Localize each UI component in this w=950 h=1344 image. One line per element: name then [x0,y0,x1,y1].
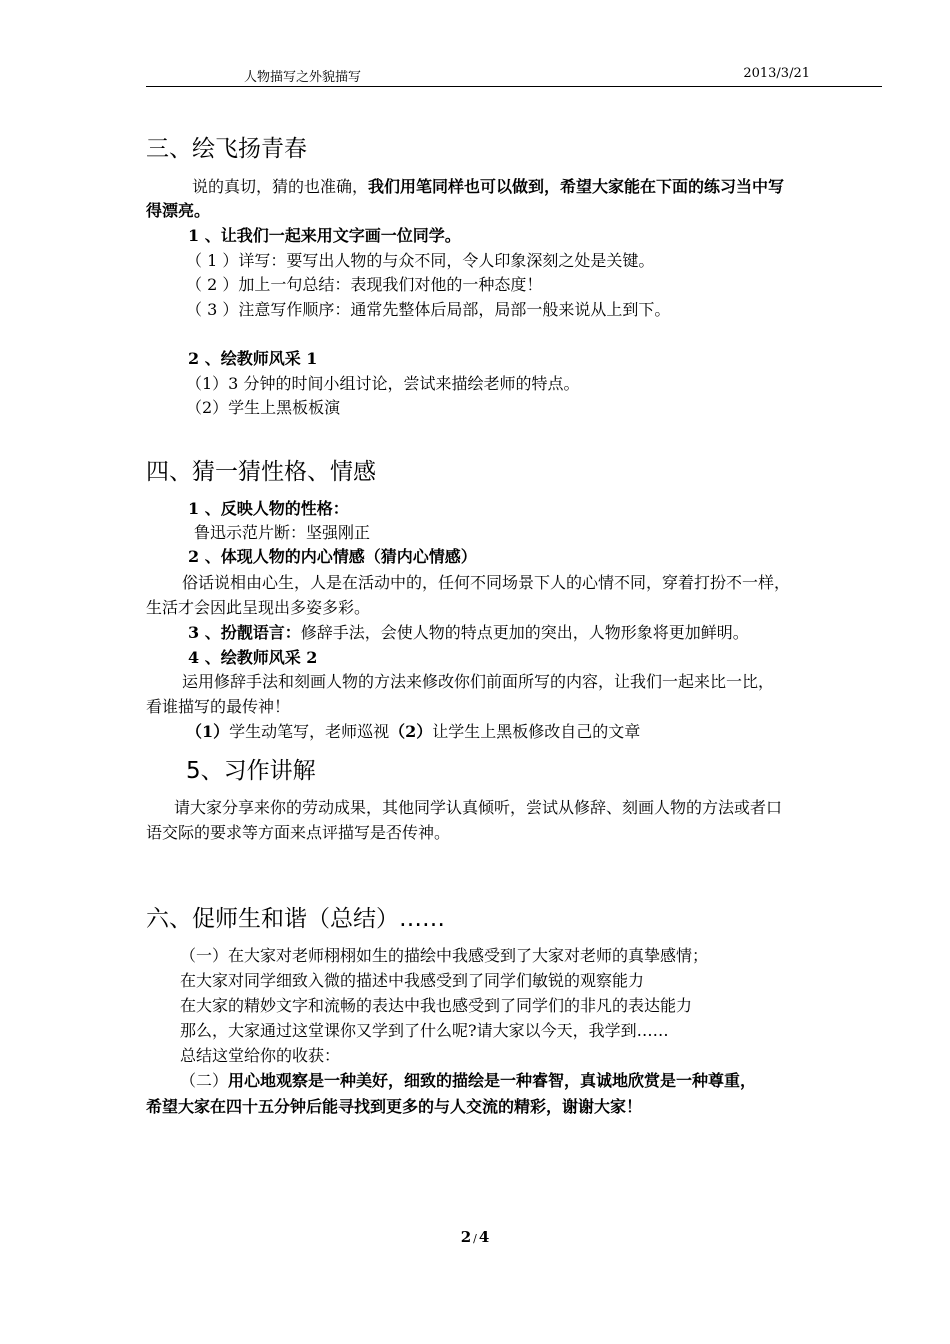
section-4-heading: 四、猜一猜性格、情感 [146,459,376,485]
section-4-item-3-label: 3 、扮靓语言： [188,623,301,642]
section-4-item-4-steps [186,721,640,743]
page-total: 4 [478,1228,490,1246]
section-5-text-line-2: 语交际的要求等方面来点评描写是否传神。 [146,823,451,842]
section-4-item-4-text-line-1: 运用修辞手法和刻画人物的方法来修改你们前面所写的内容，让我们一起来比一比， [182,672,775,691]
section-5-text-line-1: 请大家分享来你的劳动成果，其他同学认真倾听，尝试从修辞、刻画人物的方法或者口 [174,798,783,817]
header-divider [146,86,882,87]
section-3-item-2: 2 、绘教师风采 1 [188,349,318,368]
section-6-heading: 六、促师生和谐（总结）…… [146,906,445,932]
page-separator: / [473,1232,477,1245]
header-title: 人物描写之外貌描写 [244,70,362,85]
page-header [146,66,882,86]
section-3-item-2-point-2: （2）学生上黑板板演 [186,398,341,417]
section-6-paragraph-6 [180,1070,756,1092]
header-date: 2013/3/21 [743,66,810,81]
step-1-text: 学生动笔写，老师巡视 [229,722,390,741]
section-6-paragraph-1: （一）在大家对老师栩栩如生的描绘中我感受到了大家对老师的真挚感情； [180,946,709,965]
section-6-paragraph-6-text: 用心地观察是一种美好，细致的描绘是一种睿智，真诚地欣赏是一种尊重， [228,1071,757,1090]
section-3-heading: 三、绘飞扬青春 [146,136,307,162]
section-3-item-1-point-2: （ 2 ）加上一句总结：表现我们对他的一种态度！ [186,275,543,294]
section-4-item-2: 2 、体现人物的内心情感（猜内心情感） [188,547,477,566]
section-4-item-2-text-line-1: 俗话说相由心生，人是在活动中的，任何不同场景下人的心情不同，穿着打扮不一样， [182,573,791,592]
page-number [0,1228,950,1246]
section-6-paragraph-6-label: （二） [180,1071,229,1090]
section-6-paragraph-7: 希望大家在四十五分钟后能寻找到更多的与人交流的精彩，谢谢大家！ [146,1097,643,1116]
page-current: 2 [460,1228,472,1246]
section-6-paragraph-4: 那么，大家通过这堂课你又学到了什么呢?请大家以今天，我学到…… [180,1021,669,1040]
section-4-item-4-text-line-2: 看谁描写的最传神！ [146,697,291,716]
section-4-item-3-text: 修辞手法，会使人物的特点更加的突出，人物形象将更加鲜明。 [300,623,749,642]
step-1-label: （1） [186,722,230,741]
section-4-item-3 [188,622,749,644]
section-6-paragraph-2: 在大家对同学细致入微的描述中我感受到了同学们敏锐的观察能力 [180,971,645,990]
section-4-item-2-text-line-2: 生活才会因此呈现出多姿多彩。 [146,598,371,617]
section-6-paragraph-3: 在大家的精妙文字和流畅的表达中我也感受到了同学们的非凡的表达能力 [180,996,693,1015]
step-2-text: 让学生上黑板修改自己的文章 [432,722,641,741]
section-4-item-1-text: 鲁迅示范片断：坚强刚正 [194,523,371,542]
section-3-item-2-point-1: （1）3 分钟的时间小组讨论，尝试来描绘老师的特点。 [186,374,580,393]
section-6-paragraph-5: 总结这堂给你的收获： [180,1046,341,1065]
section-5-heading: 5、习作讲解 [186,758,316,784]
section-3-intro-line-2: 得漂亮。 [146,201,211,220]
section-3-intro-line-1 [192,176,784,198]
step-2-label: （2） [389,722,433,741]
section-3-intro-plain: 说的真切，猜的也准确， [192,177,369,196]
section-4-item-1: 1 、反映人物的性格： [188,499,349,518]
section-3-intro-bold: 我们用笔同样也可以做到，希望大家能在下面的练习当中写 [368,177,785,196]
section-3-item-1: 1 、让我们一起来用文字画一位同学。 [188,226,461,245]
section-4-item-4: 4 、绘教师风采 2 [188,648,318,667]
section-3-item-1-point-1: （ 1 ）详写：要写出人物的与众不同，令人印象深刻之处是关键。 [186,251,655,270]
section-3-item-1-point-3: （ 3 ）注意写作顺序：通常先整体后局部，局部一般来说从上到下。 [186,300,671,319]
